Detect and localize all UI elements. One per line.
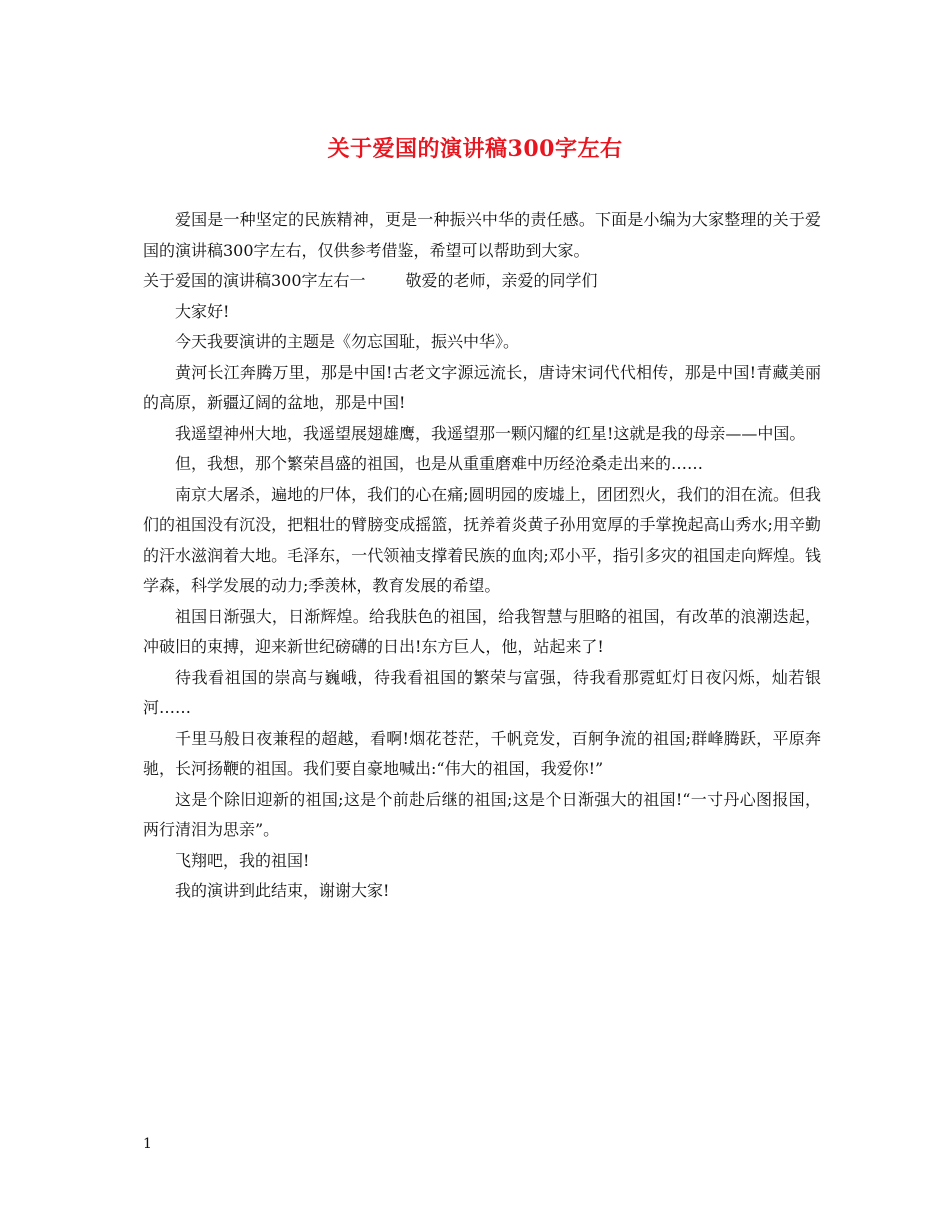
- document-body: [143, 205, 821, 907]
- section-heading-line: [143, 266, 821, 297]
- document-title: 关于爱国的演讲稿300字左右: [327, 136, 623, 162]
- body-paragraph: 黄河长江奔腾万里，那是中国!古老文字源远流长，唐诗宋词代代相传，那是中国!青藏美丽的高原，新疆辽阔的盆地，那是中国!: [143, 362, 821, 412]
- body-paragraph: 飞翔吧，我的祖国!: [175, 850, 310, 870]
- body-paragraph: 这是个除旧迎新的祖国;这是个前赴后继的祖国;这是个日渐强大的祖国!“一寸丹心图报国，两行清泪为思亲”。: [143, 789, 821, 839]
- body-paragraph: 我遥望神州大地，我遥望展翅雄鹰，我遥望那一颗闪耀的红星!这就是我的母亲——中国。: [175, 423, 806, 443]
- intro-paragraph: 爱国是一种坚定的民族精神，更是一种振兴中华的责任感。下面是小编为大家整理的关于爱国的演讲稿300字左右，仅供参考借鉴，希望可以帮助到大家。: [143, 210, 821, 260]
- body-paragraph: 千里马般日夜兼程的超越，看啊!烟花苍茫，千帆竞发，百舸争流的祖国;群峰腾跃，平原奔驰，长河扬鞭的祖国。我们要自豪地喊出:“伟大的祖国，我爱你!”: [143, 728, 821, 778]
- body-paragraph: 今天我要演讲的主题是《勿忘国耻，振兴中华》。: [175, 332, 520, 351]
- body-paragraph: 大家好!: [175, 301, 230, 321]
- salutation: 敬爱的老师，亲爱的同学们: [405, 271, 598, 290]
- page-number: 1: [143, 1136, 152, 1152]
- body-paragraph: 待我看祖国的崇高与巍峨，待我看祖国的繁荣与富强，待我看那霓虹灯日夜闪烁，灿若银河……: [143, 667, 821, 717]
- body-paragraph: 祖国日渐强大，日渐辉煌。给我肤色的祖国，给我智慧与胆略的祖国，有改革的浪潮迭起，冲破旧的束搏，迎来新世纪磅礴的日出!东方巨人，他，站起来了!: [143, 606, 821, 656]
- section-heading: 关于爱国的演讲稿300字左右一: [143, 271, 366, 290]
- body-paragraph: 但，我想，那个繁荣昌盛的祖国，也是从重重磨难中历经沧桑走出来的……: [175, 454, 704, 473]
- body-paragraph: 我的演讲到此结束，谢谢大家!: [175, 881, 390, 900]
- body-paragraph: 南京大屠杀，遍地的尸体，我们的心在痛;圆明园的废墟上，团团烈火，我们的泪在流。但我们的祖国没有沉没，把粗壮的臂膀变成摇篮，抚养着炎黄子孙用宽厚的手掌挽起高山秀水;用辛勤的汗水滋润着大地。毛泽东，一代领袖支撑着民族的血肉;邓小平，指引多灾的祖国走向辉煌。钱学森，科学发展的动力;季羡林，教育发展的希望。: [143, 484, 821, 595]
